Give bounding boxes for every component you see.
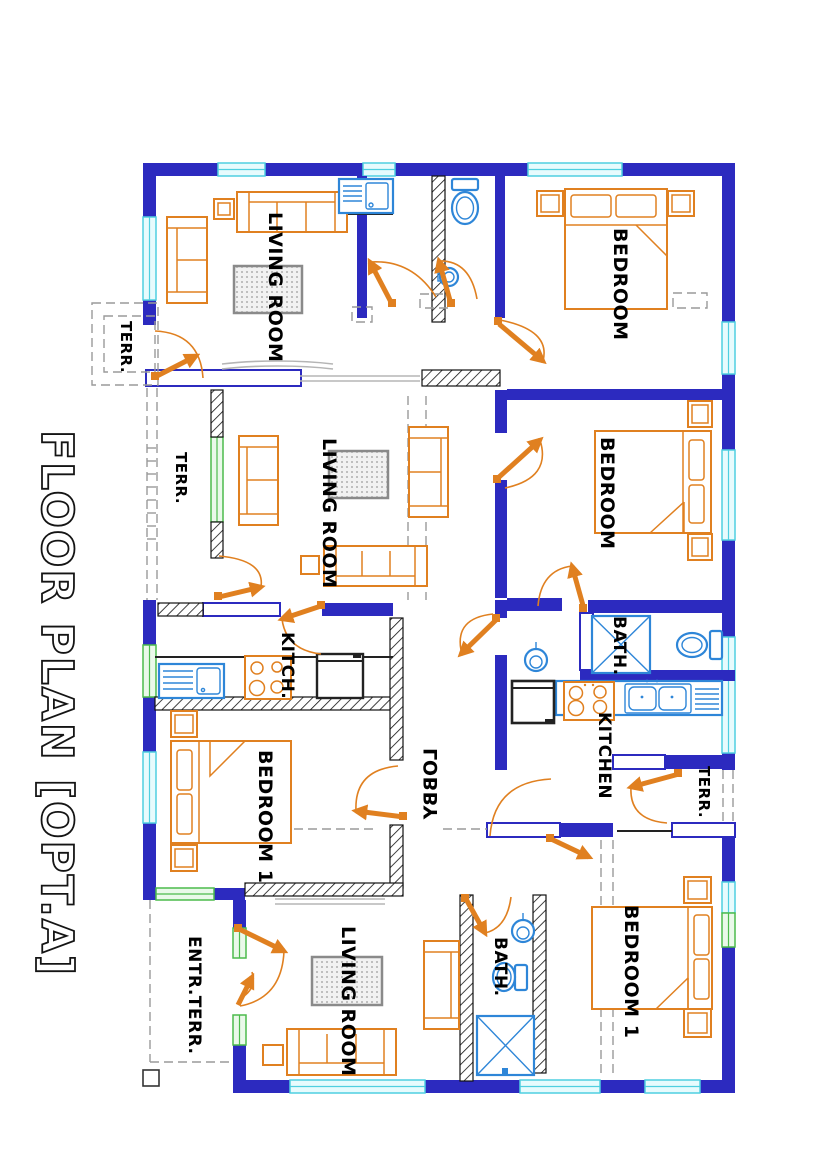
window-cyan-right-3 — [722, 637, 735, 753]
window-green-mid-living — [211, 437, 223, 522]
room-label-kitchen: KITCHEN — [594, 712, 614, 800]
window-cyan-right-1 — [722, 322, 735, 374]
sofa — [237, 192, 347, 232]
drawing-title: FLOOR PLAN [OPT.A] — [31, 430, 82, 977]
window-cyan-left-2 — [143, 752, 156, 823]
room-label-bath-mid: BATH. — [609, 616, 629, 676]
room-label-living-room-mid: LIVING ROOM — [318, 438, 340, 589]
room-label-bedroom-top: BEDROOM — [609, 228, 631, 341]
toilet — [452, 179, 478, 224]
fridge — [317, 654, 363, 698]
door-living-mid — [214, 556, 261, 600]
window-cyan-top-2 — [363, 163, 395, 176]
room-label-bedroom1-bottom: BEDROOM 1 — [620, 905, 642, 1039]
room-label-terr-top-left: TERR. — [117, 321, 135, 374]
fridge — [512, 681, 554, 724]
room-label-bedroom1-left: BEDROOM 1 — [254, 750, 276, 884]
room-label-terr-right: TERR. — [695, 766, 713, 819]
sofa — [424, 941, 459, 1029]
window-cyan-bottom-1 — [290, 1080, 425, 1093]
room-label-entr-terr: ENTR.TERR. — [184, 936, 204, 1055]
window-green-bedroom1-left — [156, 888, 214, 900]
door-terr-right — [631, 769, 682, 823]
door-bath-hall — [460, 614, 500, 654]
bedroom1-bottom-furniture — [592, 877, 712, 1037]
window-cyan-right-2 — [722, 450, 735, 540]
door-bedroom-mid-upper — [493, 440, 542, 488]
room-label-terr-left: TERR. — [172, 452, 190, 505]
room-label-lobby: LOBBY — [420, 748, 442, 820]
window-cyan-bottom-3 — [645, 1080, 700, 1093]
window-cyan-left-1 — [143, 217, 156, 300]
hall-sink — [525, 642, 547, 671]
window-green-right — [722, 913, 735, 947]
laundry-sink-unit — [339, 179, 393, 213]
room-label-living-room-bottom: LIVING ROOM — [337, 926, 359, 1077]
door-lobby — [490, 779, 589, 857]
window-green-entrance-2 — [233, 1015, 246, 1045]
living-room-bottom-furniture — [263, 941, 459, 1075]
room-label-bedroom-mid: BEDROOM — [596, 437, 618, 550]
door-shower-top — [370, 262, 436, 307]
kitchen-right-appliances — [512, 680, 722, 724]
door-bedroom-top — [494, 317, 544, 361]
window-cyan-top-1 — [218, 163, 265, 176]
window-green-left — [143, 645, 156, 697]
room-label-bath-bottom: BATH. — [490, 937, 510, 997]
shower — [477, 1016, 534, 1075]
side-table — [263, 1045, 283, 1065]
room-label-living-room-top: LIVING ROOM — [264, 212, 286, 363]
toilet — [677, 631, 722, 659]
side-table — [214, 199, 234, 219]
door-bedroom1-left — [356, 766, 407, 820]
room-labels — [117, 212, 713, 1076]
window-cyan-bottom-2 — [520, 1080, 600, 1093]
living-room-mid-furniture — [239, 427, 448, 589]
side-table — [301, 556, 319, 574]
room-label-kitch: KITCH. — [277, 632, 297, 700]
window-cyan-top-3 — [528, 163, 622, 176]
kitchen-sink — [159, 664, 224, 698]
living-room-top-furniture — [167, 192, 347, 313]
window-cyan-right-4 — [722, 882, 735, 913]
sink — [512, 913, 534, 942]
kitchen-left-appliances — [159, 654, 363, 699]
